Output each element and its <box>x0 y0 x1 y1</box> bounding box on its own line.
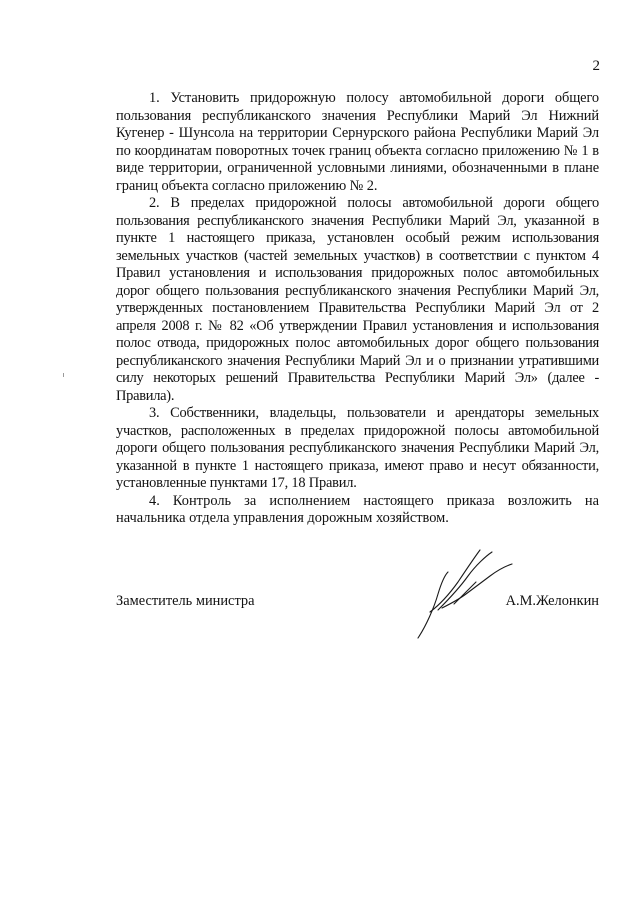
margin-mark <box>63 373 64 377</box>
page-number: 2 <box>592 58 600 74</box>
signatory-name: А.М.Желонкин <box>505 593 599 609</box>
order-body <box>116 90 599 528</box>
clause-3: 3. Собственники, владельцы, пользователи и арендаторы земельных участков, расположенных в пределах придорожной полосы автомобильной дороги общего пользования республиканского значения Республики Марий Эл, указанной в пункте 1 настоящего приказа, имеют право и несут обязанности, установленные пунктами 17, 18 Правил. <box>116 405 599 491</box>
handwritten-signature <box>408 546 528 646</box>
clause-2: 2. В пределах придорожной полосы автомобильной дороги общего пользования республиканского значения Республики Марий Эл, указанной в пункте 1 настоящего приказа, установлен особый режим использования земельных участков (частей земельных участков) в соответствии с пунктом 4 Правил установления и использования придорожных полос автомобильных дорог общего пользования республиканского значения Республики Марий Эл, утвержденных постановлением Правительства Республики Марий Эл от 2 апреля 2008 г. № 82 «Об утверждении Правил установления и использования полос отвода, придорожных полос автомобильных дорог общего пользования республиканского значения Республики Марий Эл и о признании утратившими силу некоторых решений Правительства Республики Марий Эл» (далее - Правила). <box>116 195 599 404</box>
clause-1: 1. Установить придорожную полосу автомобильной дороги общего пользования республиканского значения Республики Марий Эл Нижний Кугенер - Шунсола на территории Сернурского района Республики Марий Эл по координатам поворотных точек границ объекта согласно приложению № 1 в виде территории, ограниченной условными линиями, обозначенными в плане границ объекта согласно приложению № 2. <box>116 90 599 194</box>
clause-4: 4. Контроль за исполнением настоящего приказа возложить на начальника отдела управления дорожным хозяйством. <box>116 492 599 526</box>
signatory-position: Заместитель министра <box>116 593 255 609</box>
